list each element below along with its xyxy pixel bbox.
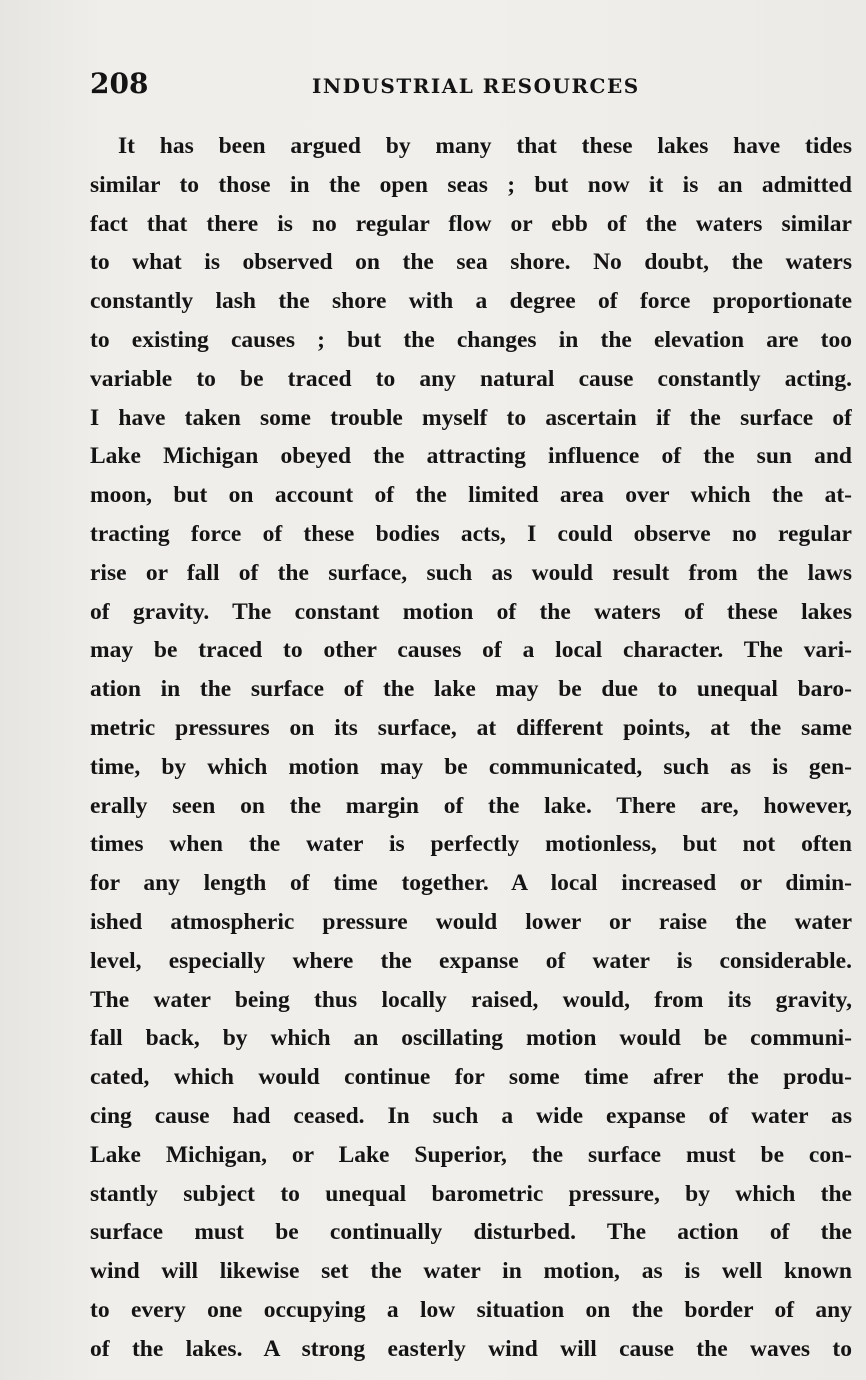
text-line: wind will likewise set the water in motion, as is well known [90,1258,852,1285]
text-line: for any length of time together. A local increased or dimin- [90,870,852,897]
text-line: Lake Michigan obeyed the attracting influence of the sun and [90,443,852,470]
text-line: rise or fall of the surface, such as would result from the laws [90,559,852,586]
body-text [90,127,852,1369]
text-line: time, by which motion may be communicated, such as is gen- [90,753,852,780]
text-line: erally seen on the margin of the lake. There are, however, [90,792,852,819]
text-line: of gravity. The constant motion of the waters of these lakes [90,598,852,625]
text-line: similar to those in the open seas ; but now it is an admitted [90,171,852,198]
text-line: ation in the surface of the lake may be due to unequal baro- [90,676,852,703]
text-line: of the lakes. A strong easterly wind will cause the waves to [90,1335,852,1362]
text-line: fall back, by which an oscillating motion would be communi- [90,1025,852,1052]
text-line: Lake Michigan, or Lake Superior, the surface must be con- [90,1141,852,1168]
text-line: I have taken some trouble myself to ascertain if the surface of [90,404,852,431]
text-line: cing cause had ceased. In such a wide expanse of water as [90,1102,852,1129]
text-line: to what is observed on the sea shore. No doubt, the waters [90,249,852,276]
page-number: 208 [90,67,149,100]
text-line: ished atmospheric pressure would lower or raise the water [90,908,852,935]
text-line: level, especially where the expanse of water is considerable. [90,947,852,974]
text-line: to existing causes ; but the changes in the elevation are too [90,326,852,353]
text-line: cated, which would continue for some time afrer the produ- [90,1064,852,1091]
text-line: surface must be continually disturbed. The action of the [90,1219,852,1246]
text-line: stantly subject to unequal barometric pressure, by which the [90,1180,852,1207]
text-line: tracting force of these bodies acts, I could observe no regular [90,520,852,547]
text-line: metric pressures on its surface, at different points, at the same [90,714,852,741]
text-line: constantly lash the shore with a degree of force proportionate [90,288,852,315]
text-line: moon, but on account of the limited area over which the at- [90,482,852,509]
text-line: The water being thus locally raised, would, from its gravity, [90,986,852,1013]
text-line: to every one occupying a low situation on the border of any [90,1296,852,1323]
text-line: may be traced to other causes of a local character. The vari- [90,637,852,664]
text-line: times when the water is perfectly motionless, but not often [90,831,852,858]
text-line: variable to be traced to any natural cause constantly acting. [90,365,852,392]
running-head: INDUSTRIAL RESOURCES [312,74,640,98]
text-line: fact that there is no regular flow or ebb of the waters similar [90,210,852,237]
text-line: It has been argued by many that these lakes have tides [118,133,852,159]
page-header [90,66,830,102]
